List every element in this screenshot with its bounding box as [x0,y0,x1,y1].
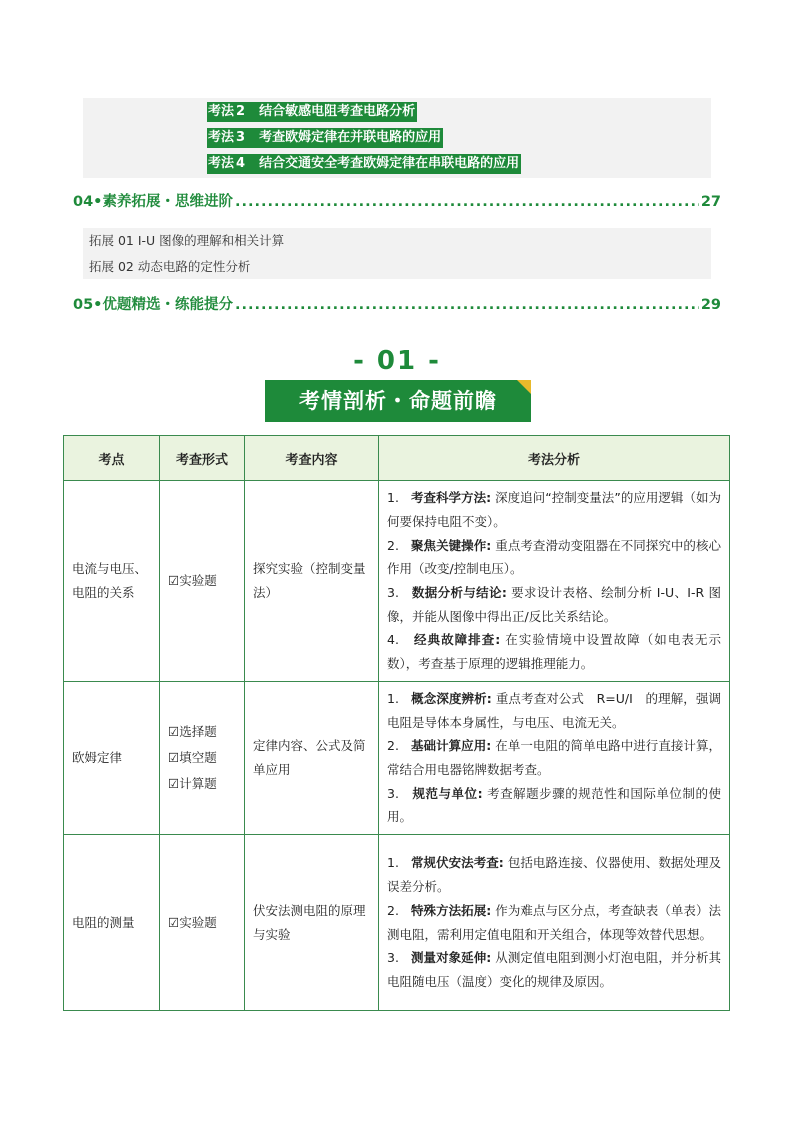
item-number: 2. [387,738,399,754]
item-number: 3. [387,585,399,600]
item-text: 作为难点与区分点，考查缺表（单表）法测电阻，需利用定值电阻和开关组合，体现等效替代思想。 [387,902,722,942]
method-tag: 考法 [208,156,235,171]
table-header-row [64,436,730,481]
form-item: ☑实验题 [168,914,217,930]
analysis-item [387,687,721,734]
header-form: 考查形式 [160,436,245,481]
table-row [64,682,730,835]
method-item[interactable] [207,154,521,174]
method-number: 4 [236,156,246,171]
item-key: 测量对象延伸: [411,950,492,966]
toc-title: 04•素养拓展・思维进阶 [73,194,233,210]
method-tag: 考法 [208,104,235,119]
toc-entry-05[interactable] [73,294,721,316]
item-text: 在实验情境中设置故障（如电表无示数），考查基于原理的逻辑推理能力。 [387,632,721,672]
header-analysis: 考法分析 [379,436,730,481]
item-text: 重点考查滑动变阻器在不同探究中的核心作用（改变/控制电压）。 [387,537,722,577]
analysis-item [387,782,721,829]
item-number: 1. [387,690,399,706]
cell-analysis [379,835,730,1011]
item-key: 考查科学方法: [410,490,492,506]
item-text: 要求设计表格、绘制分析 I-U、I-R 图像，并能从图像中得出正/反比关系结论。 [387,585,722,624]
table-row [64,481,730,682]
analysis-item [387,899,721,946]
method-item[interactable] [207,102,417,122]
item-key: 常规伏安法考查: [411,855,504,871]
cell-form [160,835,245,1011]
header-point: 考点 [64,436,160,481]
method-number: 2 [236,104,246,119]
form-item: ☑选择题 [168,724,217,739]
toc-leader-dots [235,294,699,316]
section-title-banner: 考情剖析・命题前瞻 [265,380,531,422]
item-number: 1. [387,490,399,506]
form-item: ☑实验题 [168,573,217,588]
toc-entry-04[interactable] [73,191,721,213]
header-content: 考查内容 [245,436,379,481]
item-number: 4. [387,632,399,648]
item-key: 聚焦关键操作: [411,537,492,553]
item-key: 数据分析与结论: [411,585,507,600]
cell-point: 欧姆定律 [64,682,160,835]
cell-point: 电阻的测量 [64,835,160,1011]
item-key: 经典故障排查: [414,632,501,648]
table-row [64,835,730,1011]
cell-analysis [379,682,730,835]
method-tag: 考法 [208,130,235,145]
toc-leader-dots [235,191,699,213]
analysis-item [387,581,721,628]
item-text: 重点考查对公式 R=U/I 的理解，强调电阻是导体本身属性，与电压、电流无关。 [387,690,722,730]
cell-form [160,481,245,682]
banner-corner-decoration [517,380,531,394]
item-key: 概念深度辨析: [411,690,492,706]
section-number: - 01 - [353,346,441,376]
item-key: 规范与单位: [412,785,483,801]
item-number: 3. [387,785,399,801]
item-text: 在单一电阻的简单电路中进行直接计算，常结合用电器铭牌数据考查。 [387,738,722,777]
analysis-item [387,534,721,581]
cell-point: 电流与电压、电阻的关系 [64,481,160,682]
cell-content: 探究实验（控制变量法） [245,481,379,682]
item-text: 从测定值电阻到测小灯泡电阻，并分析其电阻随电压（温度）变化的规律及原因。 [387,950,722,989]
item-text: 深度追问“控制变量法”的应用逻辑（如为何要保持电阻不变）。 [387,490,721,529]
method-title: 考查欧姆定律在并联电路的应用 [259,130,442,145]
form-item: ☑填空题 [168,750,217,765]
item-number: 2. [387,902,399,918]
cell-content: 定律内容、公式及简单应用 [245,682,379,835]
item-key: 基础计算应用: [411,738,492,754]
item-number: 3. [387,950,399,966]
method-title: 结合交通安全考查欧姆定律在串联电路的应用 [259,156,520,171]
item-text: 考查解题步骤的规范性和国际单位制的使用。 [387,785,722,825]
cell-analysis [379,481,730,682]
analysis-item [387,486,721,533]
extension-item[interactable]: 拓展 02 动态电路的定性分析 [89,259,251,274]
method-title: 结合敏感电阻考查电路分析 [259,104,416,119]
item-text: 包括电路连接、仪器使用、数据处理及误差分析。 [387,855,722,895]
extension-item[interactable]: 拓展 01 I-U 图像的理解和相关计算 [89,233,285,248]
toc-title: 05•优题精选・练能提分 [73,297,233,313]
method-number: 3 [236,130,246,145]
toc-page: 27 [700,194,721,210]
exam-analysis-table [63,435,730,1011]
analysis-item [387,734,721,781]
item-number: 2. [387,537,399,553]
analysis-item [387,946,721,993]
item-key: 特殊方法拓展: [411,902,492,918]
method-item[interactable] [207,128,443,148]
form-item: ☑计算题 [168,776,217,791]
analysis-item [387,628,721,675]
cell-form [160,682,245,835]
item-number: 1. [387,855,399,871]
cell-content: 伏安法测电阻的原理与实验 [245,835,379,1011]
toc-page: 29 [700,297,721,313]
analysis-item [387,851,721,898]
